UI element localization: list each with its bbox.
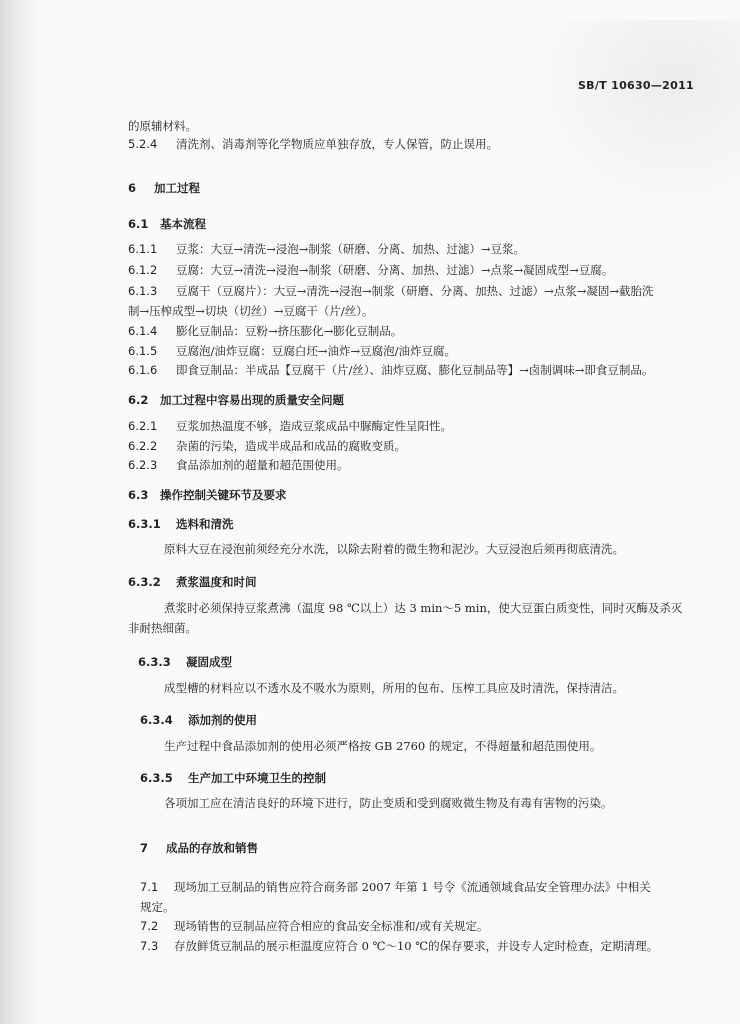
- clause-6-1-3-cont: 制→压榨成型→切块（切丝）→豆腐干（片/丝）。: [128, 304, 374, 318]
- page-edge-shadow: [0, 0, 42, 1024]
- clause-6-1-4: 6.1.4 膨化豆制品：豆粉→挤压膨化→膨化豆制品。: [128, 324, 403, 338]
- clause-6-2-3: 6.2.3 食品添加剂的超量和超范围使用。: [128, 458, 349, 472]
- clause-6-1-6: 6.1.6 即食豆制品：半成品【豆腐干（片/丝）、油炸豆腐、膨化豆制品等】→卤制调味→即食豆制品。: [128, 363, 654, 377]
- clause-6-3-4-body: 生产过程中食品添加剂的使用必须严格按 GB 2760 的规定，不得超量和超范围使用。: [164, 739, 602, 753]
- clause-7-1: 7.1 现场加工豆制品的销售应符合商务部 2007 年第 1 号令《流通领域食品安全管理办法》中相关: [140, 880, 651, 894]
- clause-7-3: 7.3 存放鲜货豆制品的展示柜温度应符合 0 ℃～10 ℃的保存要求，并设专人定时检查，定期清理。: [140, 939, 659, 953]
- clause-6-1-2: 6.1.2 豆腐：大豆→清洗→浸泡→制浆（研磨、分离、加热、过滤）→点浆→凝固成型→豆腐。: [128, 263, 614, 277]
- clause-6-3-1-heading: 6.3.1 选料和清洗: [128, 517, 234, 531]
- show-through-mark: [520, 20, 740, 220]
- section-7-heading: 7 成品的存放和销售: [140, 841, 258, 855]
- clause-6-2-heading: 6.2 加工过程中容易出现的质量安全问题: [128, 393, 344, 407]
- clause-6-1-3: 6.1.3 豆腐干（豆腐片）：大豆→清洗→浸泡→制浆（研磨、分离、加热、过滤）→点浆→凝固→截胎洗: [128, 284, 654, 298]
- clause-6-1-5: 6.1.5 豆腐泡/油炸豆腐：豆腐白坯→油炸→豆腐泡/油炸豆腐。: [128, 344, 457, 358]
- text-line: 的原辅材料。: [128, 119, 197, 133]
- section-6-heading: 6 加工过程: [128, 181, 200, 195]
- clause-6-1-1: 6.1.1 豆浆：大豆→清洗→浸泡→制浆（研磨、分离、加热、过滤）→豆浆。: [128, 242, 526, 256]
- standard-code: SB/T 10630—2011: [577, 79, 694, 92]
- clause-6-3-3-heading: 6.3.3 凝固成型: [138, 655, 232, 669]
- clause-7-2: 7.2 现场销售的豆制品应符合相应的食品安全标准和/或有关规定。: [140, 919, 489, 933]
- clause-6-2-1: 6.2.1 豆浆加热温度不够，造成豆浆成品中脲酶定性呈阳性。: [128, 419, 452, 433]
- clause-6-3-3-body: 成型槽的材料应以不透水及不吸水为原则，所用的包布、压榨工具应及时清洗，保持清洁。: [164, 681, 624, 695]
- clause-6-2-2: 6.2.2 杂菌的污染，造成半成品和成品的腐败变质。: [128, 439, 406, 453]
- clause-5-2-4: 5.2.4 清洗剂、消毒剂等化学物质应单独存放，专人保管，防止误用。: [128, 137, 498, 151]
- clause-6-3-4-heading: 6.3.4 添加剂的使用: [140, 713, 257, 727]
- clause-6-3-2-heading: 6.3.2 煮浆温度和时间: [128, 575, 257, 589]
- clause-6-3-2-body-cont: 非耐热细菌。: [128, 621, 197, 635]
- clause-7-1-cont: 规定。: [140, 900, 175, 914]
- clause-6-1-heading: 6.1 基本流程: [128, 217, 206, 231]
- clause-6-3-1-body: 原料大豆在浸泡前须经充分水洗，以除去附着的微生物和泥沙。大豆浸泡后须再彻底清洗。: [164, 542, 624, 556]
- clause-6-3-5-heading: 6.3.5 生产加工中环境卫生的控制: [140, 771, 326, 785]
- clause-6-3-5-body: 各项加工应在清洁良好的环境下进行，防止变质和受到腐败微生物及有毒有害物的污染。: [164, 796, 613, 810]
- clause-6-3-2-body: 煮浆时必须保持豆浆煮沸（温度 98 ℃以上）达 3 min～5 min，使大豆蛋白质变性，同时灭酶及杀灭: [164, 601, 683, 615]
- clause-6-3-heading: 6.3 操作控制关键环节及要求: [128, 488, 287, 502]
